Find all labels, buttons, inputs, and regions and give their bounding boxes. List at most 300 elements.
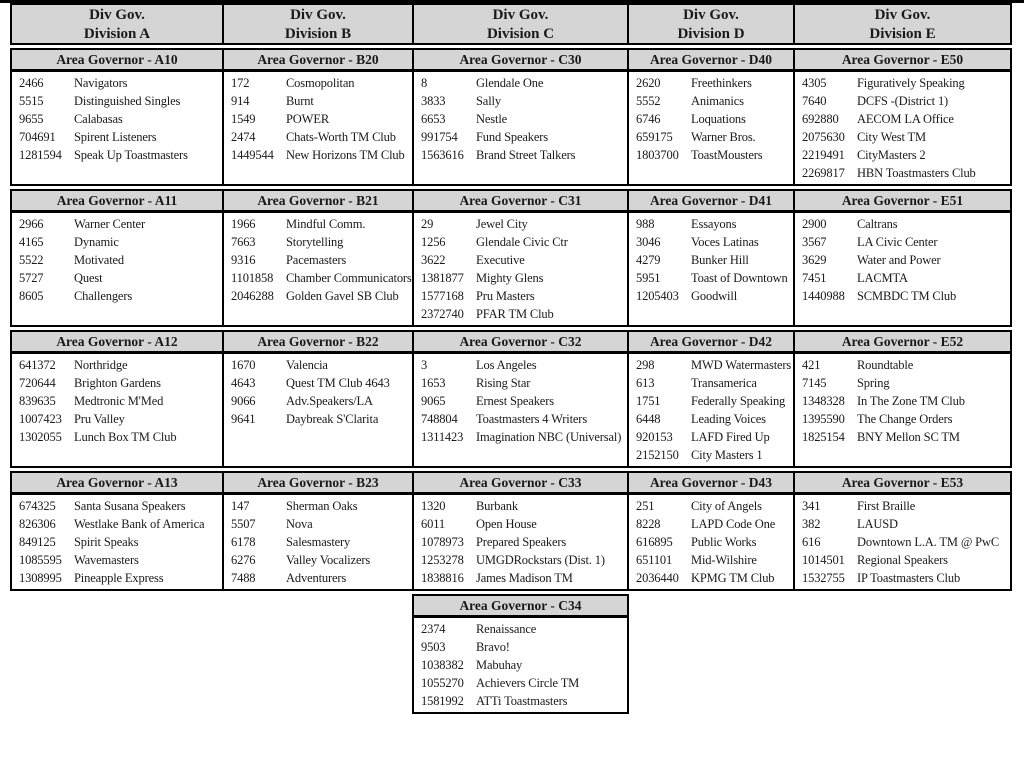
area-governor-section	[10, 330, 224, 468]
club-number: 2966	[19, 217, 44, 231]
club-number: 5552	[636, 94, 661, 108]
club-number: 692880	[802, 112, 839, 126]
division-column-B-slot	[222, 48, 414, 186]
club-name: Prepared Speakers	[476, 535, 567, 549]
club-name: City of Angels	[691, 499, 762, 513]
club-row	[414, 356, 627, 374]
division-roster-table	[10, 3, 1012, 714]
club-name: LACMTA	[857, 271, 908, 285]
area-governor-section	[627, 189, 795, 327]
area-governor-section	[222, 471, 414, 591]
club-row	[795, 392, 1010, 410]
club-name: Motivated	[74, 253, 125, 267]
club-row	[224, 92, 412, 110]
section-club-list	[414, 213, 627, 325]
club-name: Loquations	[691, 112, 746, 126]
club-row	[12, 287, 222, 305]
club-row	[224, 374, 412, 392]
area-governor-section	[627, 471, 795, 591]
club-name: Fund Speakers	[476, 130, 549, 144]
club-number: 1549	[231, 112, 256, 126]
club-number: 1311423	[421, 430, 464, 444]
division-column-A-slot	[10, 471, 224, 591]
club-row	[795, 164, 1010, 182]
division-name: Division A	[83, 26, 151, 42]
club-number: 421	[802, 358, 821, 372]
club-name: Mabuhay	[476, 658, 523, 672]
club-row	[414, 569, 627, 587]
club-row	[224, 146, 412, 164]
division-name: Division B	[284, 26, 352, 42]
club-row	[414, 428, 627, 446]
club-number: 659175	[636, 130, 673, 144]
division-column-D-slot	[627, 48, 795, 186]
club-name: Mindful Comm.	[286, 217, 366, 231]
club-row	[629, 215, 793, 233]
club-name: Spirit Speaks	[74, 535, 139, 549]
club-number: 2372740	[421, 307, 464, 321]
section-club-list	[12, 72, 222, 166]
club-number: 1055270	[421, 676, 464, 690]
area-governor-section	[627, 330, 795, 468]
club-name: Los Angeles	[476, 358, 537, 372]
club-number: 920153	[636, 430, 673, 444]
section-title: Area Governor - B22	[224, 332, 412, 354]
club-name: PFAR TM Club	[476, 307, 554, 321]
club-name: Sherman Oaks	[286, 499, 358, 513]
area-governor-section	[222, 189, 414, 327]
club-name: DCFS -(District 1)	[857, 94, 949, 108]
club-row	[795, 146, 1010, 164]
club-row	[414, 533, 627, 551]
division-header-title: Div Gov.	[492, 7, 549, 23]
club-name: Dynamic	[74, 235, 119, 249]
club-number: 1308995	[19, 571, 62, 585]
club-number: 1253278	[421, 553, 464, 567]
club-row	[795, 569, 1010, 587]
division-column-B	[222, 3, 414, 45]
section-club-list	[414, 618, 627, 712]
club-number: 2219491	[802, 148, 845, 162]
club-row	[414, 551, 627, 569]
club-row	[224, 533, 412, 551]
area-governor-section	[10, 471, 224, 591]
club-row	[414, 497, 627, 515]
club-number: 7488	[231, 571, 256, 585]
club-name: Imagination NBC (Universal)	[476, 430, 622, 444]
club-name: Challengers	[74, 289, 133, 303]
club-number: 1078973	[421, 535, 464, 549]
club-row	[414, 146, 627, 164]
club-number: 8605	[19, 289, 44, 303]
division-header-cell	[412, 3, 629, 45]
club-number: 8228	[636, 517, 661, 531]
club-number: 298	[636, 358, 655, 372]
club-number: 1577168	[421, 289, 464, 303]
club-name: Salesmastery	[286, 535, 351, 549]
club-row	[224, 356, 412, 374]
section-club-list	[629, 495, 793, 589]
division-column-C-slot	[412, 594, 629, 714]
club-number: 9641	[231, 412, 256, 426]
club-name: Ernest Speakers	[476, 394, 554, 408]
club-name: Figuratively Speaking	[857, 76, 965, 90]
club-row	[224, 287, 412, 305]
club-name: Chamber Communicators	[286, 271, 412, 285]
club-name: Wavemasters	[74, 553, 139, 567]
club-row	[224, 233, 412, 251]
club-row	[224, 74, 412, 92]
club-number: 748804	[421, 412, 458, 426]
club-row	[414, 656, 627, 674]
club-number: 2046288	[231, 289, 274, 303]
club-name: Glendale Civic Ctr	[476, 235, 568, 249]
section-title: Area Governor - E50	[795, 50, 1010, 72]
club-row	[224, 410, 412, 428]
area-band-row	[10, 48, 1012, 186]
club-number: 1581992	[421, 694, 464, 708]
club-name: Downtown L.A. TM @ PwC	[857, 535, 1000, 549]
club-name: In The Zone TM Club	[857, 394, 965, 408]
club-name: Adventurers	[286, 571, 347, 585]
section-title: Area Governor - C32	[414, 332, 627, 354]
division-column-D	[627, 3, 795, 45]
club-row	[795, 374, 1010, 392]
club-number: 3	[421, 358, 428, 372]
club-number: 674325	[19, 499, 56, 513]
area-governor-section	[10, 189, 224, 327]
section-club-list	[795, 72, 1010, 184]
club-number: 341	[802, 499, 821, 513]
club-row	[795, 74, 1010, 92]
club-number: 1563616	[421, 148, 464, 162]
area-governor-section	[627, 48, 795, 186]
club-name: SCMBDC TM Club	[857, 289, 957, 303]
section-club-list	[414, 354, 627, 448]
club-name: Warner Bros.	[691, 130, 756, 144]
division-column-C-slot	[412, 189, 629, 327]
club-row	[795, 533, 1010, 551]
club-name: AECOM LA Office	[857, 112, 954, 126]
club-name: Burnt	[286, 94, 314, 108]
club-number: 6276	[231, 553, 256, 567]
club-row	[414, 410, 627, 428]
club-name: Speak Up Toastmasters	[74, 148, 188, 162]
area-governor-section	[793, 471, 1012, 591]
club-number: 4165	[19, 235, 44, 249]
club-number: 6746	[636, 112, 661, 126]
club-row	[795, 269, 1010, 287]
club-number: 9655	[19, 112, 44, 126]
club-row	[414, 374, 627, 392]
club-row	[629, 533, 793, 551]
club-name: IP Toastmasters Club	[857, 571, 961, 585]
club-row	[629, 515, 793, 533]
area-governor-section	[793, 189, 1012, 327]
club-number: 2466	[19, 76, 44, 90]
club-row	[795, 92, 1010, 110]
section-title: Area Governor - D41	[629, 191, 793, 213]
club-number: 616895	[636, 535, 673, 549]
area-governor-section	[222, 48, 414, 186]
club-number: 1825154	[802, 430, 845, 444]
club-number: 9316	[231, 253, 256, 267]
club-row	[795, 287, 1010, 305]
division-column-A-slot	[10, 48, 224, 186]
club-number: 7145	[802, 376, 827, 390]
club-number: 1007423	[19, 412, 62, 426]
club-row	[224, 128, 412, 146]
division-column-E	[793, 3, 1012, 45]
section-title: Area Governor - A12	[12, 332, 222, 354]
club-number: 6448	[636, 412, 661, 426]
club-row	[414, 251, 627, 269]
club-name: Roundtable	[857, 358, 914, 372]
club-row	[795, 233, 1010, 251]
club-number: 7640	[802, 94, 827, 108]
club-number: 2374	[421, 622, 446, 636]
division-column-E-slot	[793, 48, 1012, 186]
division-header-title: Div Gov.	[874, 7, 931, 23]
club-number: 7663	[231, 235, 256, 249]
section-club-list	[795, 495, 1010, 589]
club-number: 988	[636, 217, 655, 231]
club-row	[12, 569, 222, 587]
club-number: 6178	[231, 535, 256, 549]
club-name: CityMasters 2	[857, 148, 926, 162]
section-title: Area Governor - E51	[795, 191, 1010, 213]
section-title: Area Governor - E52	[795, 332, 1010, 354]
club-number: 5951	[636, 271, 661, 285]
division-column-E-slot	[793, 189, 1012, 327]
division-name: Division C	[486, 26, 555, 42]
club-row	[224, 392, 412, 410]
club-number: 826306	[19, 517, 56, 531]
club-number: 9503	[421, 640, 446, 654]
club-number: 4305	[802, 76, 827, 90]
club-row	[224, 269, 412, 287]
division-header-cell	[222, 3, 414, 45]
club-number: 1803700	[636, 148, 679, 162]
club-name: Public Works	[691, 535, 757, 549]
club-row	[629, 269, 793, 287]
club-number: 914	[231, 94, 250, 108]
section-title: Area Governor - D43	[629, 473, 793, 495]
club-name: Nestle	[476, 112, 508, 126]
division-column-D-slot	[627, 330, 795, 468]
club-name: Transamerica	[691, 376, 757, 390]
division-header-cell	[793, 3, 1012, 45]
club-row	[795, 428, 1010, 446]
club-name: James Madison TM	[476, 571, 573, 585]
section-club-list	[224, 354, 412, 430]
club-name: Burbank	[476, 499, 518, 513]
area-governor-section	[412, 48, 629, 186]
club-name: Chats-Worth TM Club	[286, 130, 396, 144]
division-name: Division D	[677, 26, 745, 42]
section-club-list	[795, 213, 1010, 307]
division-column-A	[10, 3, 224, 45]
club-name: Animanics	[691, 94, 744, 108]
club-number: 3629	[802, 253, 827, 267]
club-row	[414, 305, 627, 323]
area-band-row	[10, 189, 1012, 327]
club-number: 849125	[19, 535, 56, 549]
club-row	[12, 497, 222, 515]
section-title: Area Governor - C30	[414, 50, 627, 72]
club-name: Executive	[476, 253, 525, 267]
club-name: Goodwill	[691, 289, 738, 303]
club-name: LAFD Fired Up	[691, 430, 770, 444]
club-name: Distinguished Singles	[74, 94, 181, 108]
club-name: Spirent Listeners	[74, 130, 157, 144]
club-row	[414, 287, 627, 305]
club-name: Navigators	[74, 76, 128, 90]
club-number: 1751	[636, 394, 661, 408]
area-governor-section	[10, 48, 224, 186]
section-club-list	[224, 72, 412, 166]
club-row	[414, 92, 627, 110]
club-name: City West TM	[857, 130, 926, 144]
area-governor-section	[793, 48, 1012, 186]
club-name: City Masters 1	[691, 448, 763, 462]
section-club-list	[12, 213, 222, 307]
club-row	[629, 110, 793, 128]
club-row	[629, 497, 793, 515]
club-row	[629, 392, 793, 410]
club-name: Westlake Bank of America	[74, 517, 205, 531]
division-column-A-slot	[10, 330, 224, 468]
club-name: Calabasas	[74, 112, 123, 126]
club-name: Freethinkers	[691, 76, 752, 90]
club-name: Quest	[74, 271, 103, 285]
club-name: Valencia	[286, 358, 328, 372]
club-row	[414, 233, 627, 251]
area-governor-section	[412, 594, 629, 714]
club-name: Quest TM Club 4643	[286, 376, 390, 390]
section-club-list	[629, 213, 793, 307]
club-name: Valley Vocalizers	[286, 553, 371, 567]
club-name: POWER	[286, 112, 330, 126]
club-number: 5522	[19, 253, 44, 267]
club-row	[224, 215, 412, 233]
club-name: First Braille	[857, 499, 916, 513]
club-row	[629, 128, 793, 146]
club-number: 1532755	[802, 571, 845, 585]
club-name: ToastMousters	[691, 148, 763, 162]
section-title: Area Governor - B21	[224, 191, 412, 213]
section-title: Area Governor - C34	[414, 596, 627, 618]
club-name: Adv.Speakers/LA	[286, 394, 373, 408]
club-row	[629, 287, 793, 305]
club-name: Nova	[286, 517, 313, 531]
division-column-D-slot	[627, 471, 795, 591]
club-name: Brighton Gardens	[74, 376, 161, 390]
club-row	[12, 410, 222, 428]
division-column-B-slot	[222, 471, 414, 591]
club-name: Northridge	[74, 358, 128, 372]
section-title: Area Governor - C33	[414, 473, 627, 495]
club-name: Brand Street Talkers	[476, 148, 576, 162]
division-column-C-slot	[412, 48, 629, 186]
area-governor-section	[793, 330, 1012, 468]
area-governor-section	[222, 330, 414, 468]
section-title: Area Governor - E53	[795, 473, 1010, 495]
division-column-A-slot	[10, 189, 224, 327]
club-number: 9065	[421, 394, 446, 408]
division-column-B-slot	[222, 189, 414, 327]
division-header-cell	[627, 3, 795, 45]
club-row	[795, 110, 1010, 128]
club-name: LA Civic Center	[857, 235, 938, 249]
club-number: 2152150	[636, 448, 679, 462]
club-name: Mid-Wilshire	[691, 553, 757, 567]
club-name: Storytelling	[286, 235, 344, 249]
club-name: Warner Center	[74, 217, 145, 231]
club-number: 613	[636, 376, 655, 390]
club-row	[224, 569, 412, 587]
division-column-C-slot	[412, 471, 629, 591]
club-number: 7451	[802, 271, 827, 285]
area-governor-section	[412, 189, 629, 327]
section-club-list	[12, 354, 222, 448]
club-name: BNY Mellon SC TM	[857, 430, 960, 444]
area-governor-section	[412, 471, 629, 591]
club-name: Voces Latinas	[691, 235, 759, 249]
club-row	[12, 515, 222, 533]
club-row	[12, 233, 222, 251]
club-number: 6653	[421, 112, 446, 126]
club-row	[629, 428, 793, 446]
club-number: 1348328	[802, 394, 845, 408]
club-name: Glendale One	[476, 76, 544, 90]
club-row	[629, 146, 793, 164]
club-row	[414, 74, 627, 92]
club-number: 382	[802, 517, 821, 531]
club-row	[414, 392, 627, 410]
club-name: Open House	[476, 517, 537, 531]
club-row	[12, 269, 222, 287]
club-number: 1038382	[421, 658, 464, 672]
club-name: Leading Voices	[691, 412, 766, 426]
club-number: 1014501	[802, 553, 845, 567]
club-number: 1381877	[421, 271, 464, 285]
club-row	[795, 128, 1010, 146]
club-row	[12, 551, 222, 569]
club-name: Sally	[476, 94, 501, 108]
club-number: 2036440	[636, 571, 679, 585]
club-number: 9066	[231, 394, 256, 408]
club-name: KPMG TM Club	[691, 571, 775, 585]
club-name: Water and Power	[857, 253, 941, 267]
club-number: 1653	[421, 376, 446, 390]
club-number: 641372	[19, 358, 56, 372]
club-number: 1302055	[19, 430, 62, 444]
section-title: Area Governor - B23	[224, 473, 412, 495]
section-title: Area Governor - C31	[414, 191, 627, 213]
club-number: 991754	[421, 130, 458, 144]
club-name: Renaissance	[476, 622, 537, 636]
club-row	[629, 233, 793, 251]
club-number: 3046	[636, 235, 661, 249]
club-row	[629, 356, 793, 374]
club-number: 5727	[19, 271, 44, 285]
club-row	[629, 551, 793, 569]
club-name: Achievers Circle TM	[476, 676, 580, 690]
section-title: Area Governor - A10	[12, 50, 222, 72]
section-club-list	[629, 72, 793, 166]
club-row	[629, 374, 793, 392]
